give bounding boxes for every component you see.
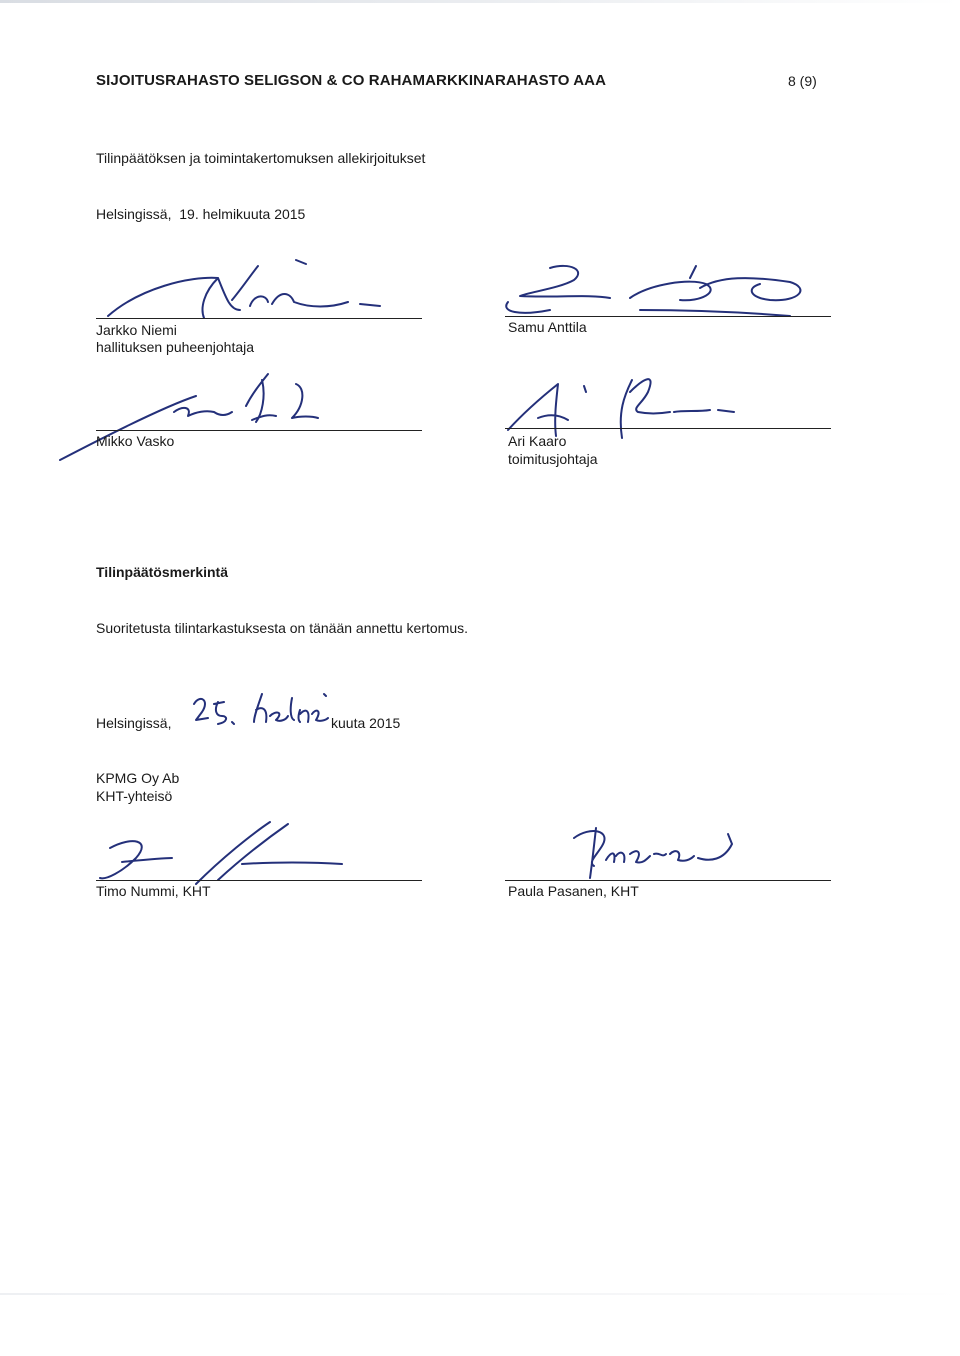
page-number: 8 (9) [788, 73, 817, 89]
signature-line-6 [505, 880, 831, 881]
document-title: SIJOITUSRAHASTO SELIGSON & CO RAHAMARKKINARAHASTO AAA [96, 72, 607, 89]
scan-edge-top [0, 0, 960, 3]
signature-line-5 [96, 880, 422, 881]
auditor-signer-1: Timo Nummi, KHT [96, 883, 211, 899]
signature-paula-pasanen [560, 822, 750, 884]
signer-name-2: Samu Anttila [508, 319, 587, 335]
signer-name-3: Mikko Vasko [96, 433, 175, 449]
audit-note-text: Suoritetusta tilintarkastuksesta on tänään annettu kertomus. [96, 620, 468, 636]
scan-edge-bottom [0, 1293, 960, 1295]
auditor-signer-2: Paula Pasanen, KHT [508, 883, 639, 899]
place-and-date: Helsingissä, 19. helmikuuta 2015 [96, 206, 306, 222]
handwritten-date [188, 690, 338, 736]
signer-name-4: Ari Kaaro [508, 433, 567, 449]
signer-name-1: Jarkko Niemi [96, 322, 177, 338]
audit-note-heading: Tilinpäätösmerkintä [96, 564, 229, 580]
audit-place: Helsingissä, [96, 715, 172, 731]
audit-month-suffix: kuuta 2015 [331, 715, 401, 731]
signature-mikko-vasko [56, 366, 326, 466]
signatures-heading: Tilinpäätöksen ja toimintakertomuksen allekirjoitukset [96, 150, 426, 166]
signer-role-1: hallituksen puheenjohtaja [96, 339, 255, 355]
signature-samu-anttila [490, 258, 830, 328]
signature-line-3 [96, 430, 422, 431]
signature-line-2 [505, 316, 831, 317]
signature-jarkko-niemi [100, 248, 400, 328]
signature-line-1 [96, 318, 422, 319]
signature-line-4 [505, 428, 831, 429]
auditor-type: KHT-yhteisö [96, 788, 173, 804]
auditor-firm: KPMG Oy Ab [96, 770, 180, 786]
signer-role-4: toimitusjohtaja [508, 451, 598, 467]
